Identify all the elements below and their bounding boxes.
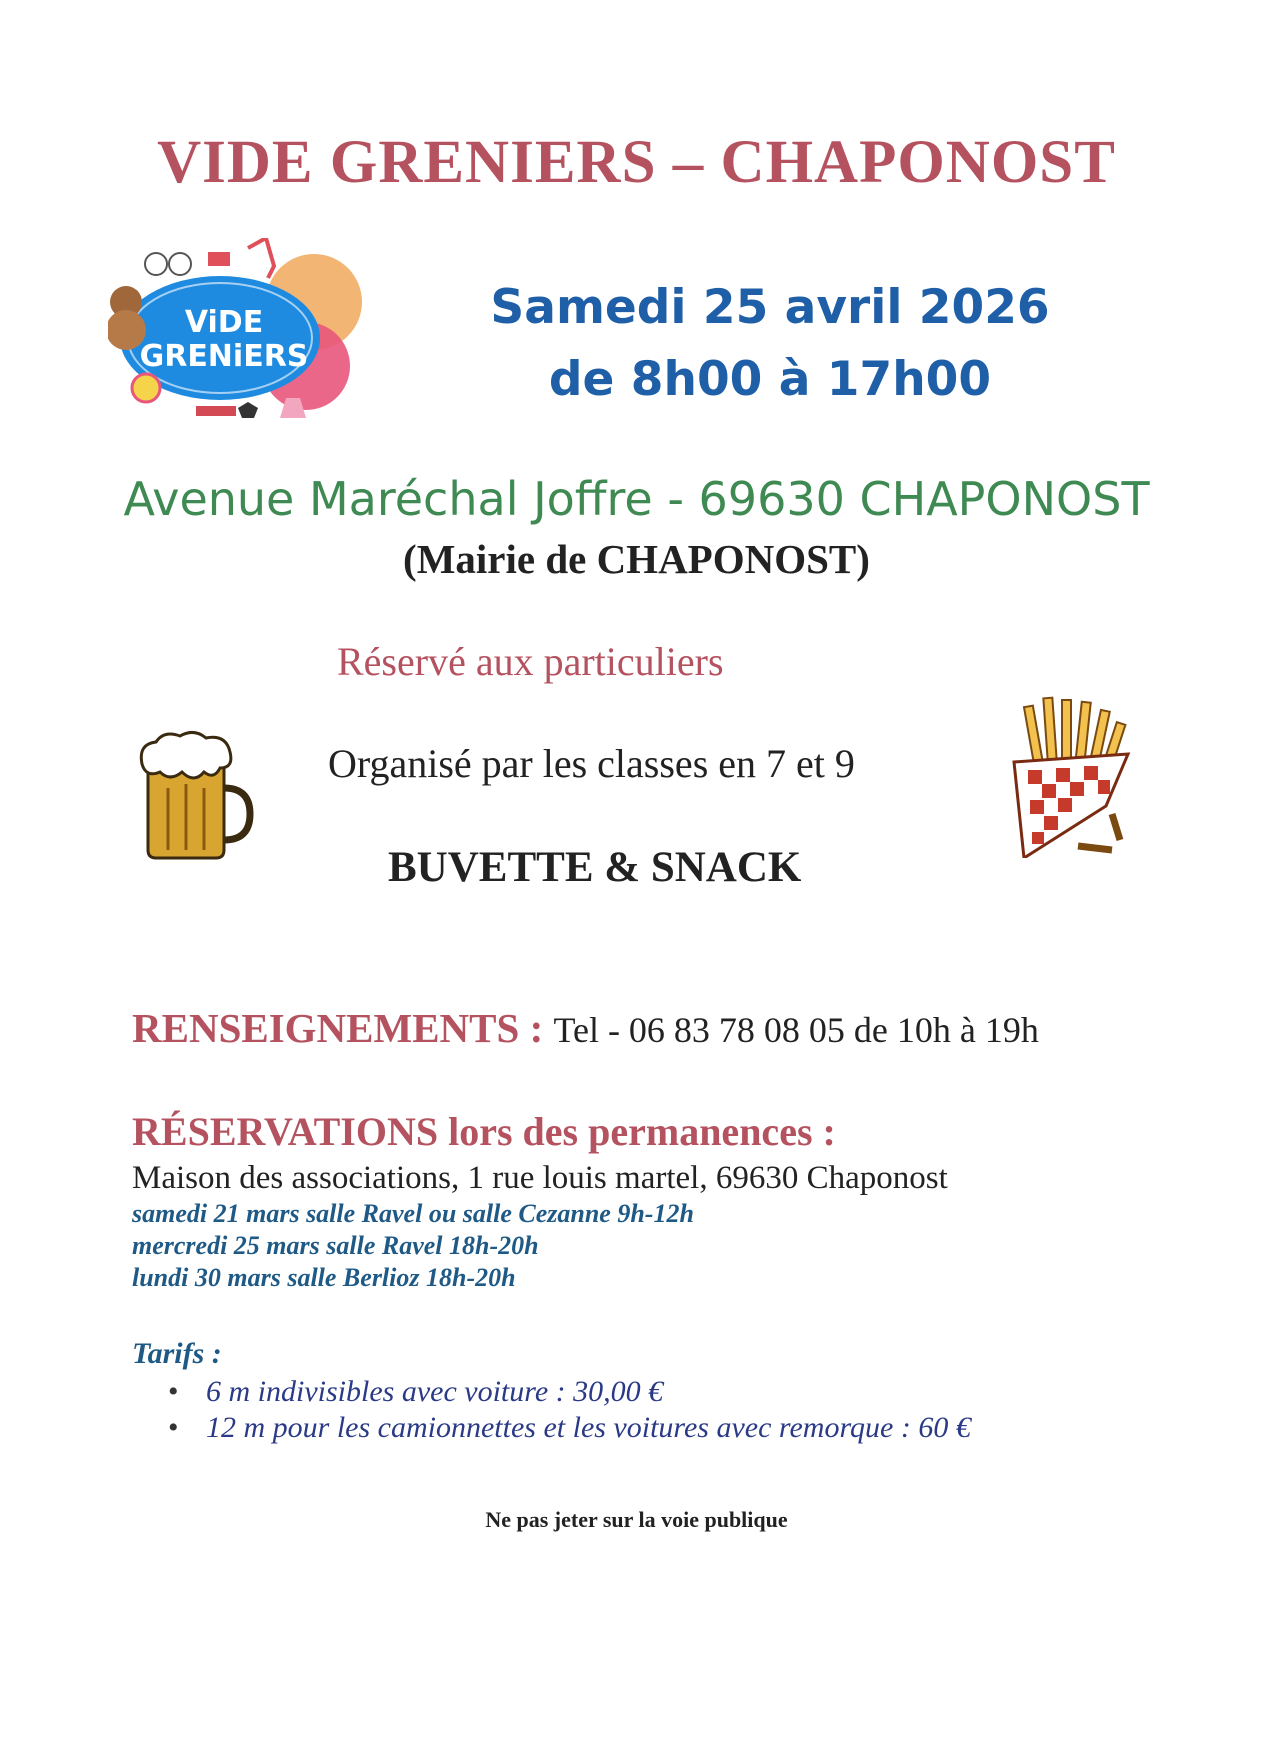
buvette-snack: BUVETTE & SNACK xyxy=(388,844,802,891)
bullet-icon: • xyxy=(168,1375,179,1408)
reserved-note: Réservé aux particuliers xyxy=(337,639,724,684)
session-item: lundi 30 mars salle Berlioz 18h-20h xyxy=(132,1263,516,1292)
vide-greniers-logo xyxy=(108,238,388,434)
logo-line1: ViDE xyxy=(184,305,264,340)
logo-line2: GRENiERS xyxy=(139,339,309,374)
reservations-place: Maison des associations, 1 rue louis martel, 69630 Chaponost xyxy=(132,1160,948,1196)
page-title: VIDE GRENIERS – CHAPONOST xyxy=(157,129,1116,196)
session-item: mercredi 25 mars salle Ravel 18h-20h xyxy=(132,1231,539,1260)
reservation-sessions xyxy=(132,1198,694,1294)
event-date xyxy=(490,272,1050,416)
date-line2: de 8h00 à 17h00 xyxy=(548,352,992,407)
tarifs-list xyxy=(168,1374,971,1446)
renseignements-phone: Tel - 06 83 78 08 05 de 10h à 19h xyxy=(553,1010,1039,1050)
mairie-note: (Mairie de CHAPONOST) xyxy=(403,536,870,582)
footer-note: Ne pas jeter sur la voie publique xyxy=(485,1507,788,1532)
tarif-item xyxy=(168,1410,971,1446)
tarif-text: 6 m indivisibles avec voiture : 30,00 € xyxy=(206,1375,664,1408)
session-item: samedi 21 mars salle Ravel ou salle Cezanne 9h-12h xyxy=(132,1199,694,1228)
reservations-heading: RÉSERVATIONS lors des permanences : xyxy=(132,1109,836,1154)
renseignements-label: RENSEIGNEMENTS : xyxy=(132,1005,544,1051)
tarif-item xyxy=(168,1374,971,1410)
tarif-text: 12 m pour les camionnettes et les voitures avec remorque : 60 € xyxy=(206,1411,971,1444)
beer-mug-icon xyxy=(134,728,254,860)
bullet-icon: • xyxy=(168,1411,179,1444)
organiser-note: Organisé par les classes en 7 et 9 xyxy=(328,741,855,786)
date-line1: Samedi 25 avril 2026 xyxy=(490,280,1050,335)
fries-icon xyxy=(1008,696,1134,858)
tarifs-label: Tarifs : xyxy=(132,1337,222,1370)
event-address: Avenue Maréchal Joffre - 69630 CHAPONOST xyxy=(123,472,1150,526)
renseignements xyxy=(132,1004,1039,1052)
